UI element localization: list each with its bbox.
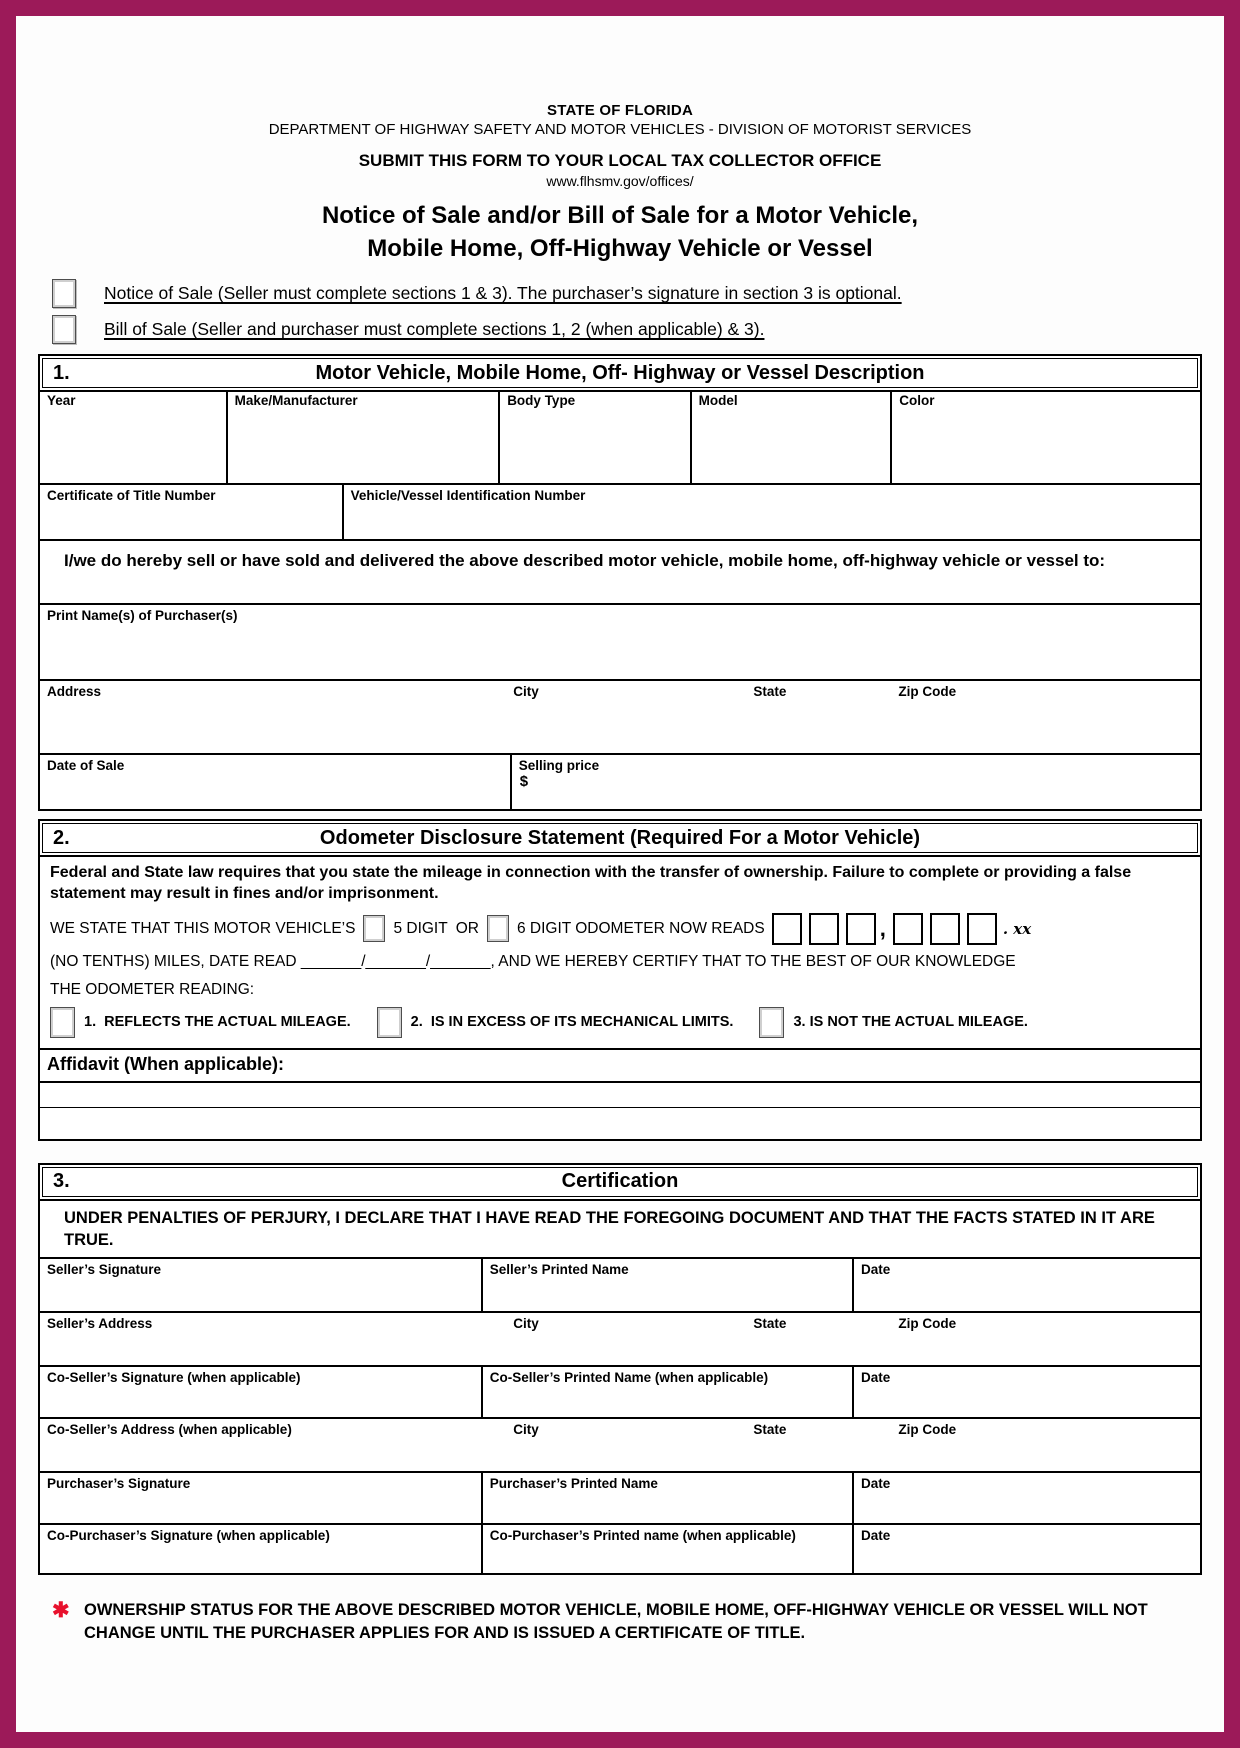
co-seller-date-label: Date <box>860 1370 891 1386</box>
or-label: OR <box>455 919 479 937</box>
section-2-odometer <box>38 819 1202 1141</box>
co-sellers-printed-name-label: Co-Seller’s Printed Name (when applicable) <box>489 1370 769 1386</box>
seller-city-label: City <box>513 1316 539 1332</box>
sellers-address-label: Seller’s Address <box>47 1316 153 1332</box>
section-3-title: Certification <box>561 1170 679 1193</box>
sellers-printed-name-label: Seller’s Printed Name <box>489 1262 629 1278</box>
date-of-sale-field[interactable] <box>40 755 510 809</box>
odometer-digit-box-2[interactable] <box>809 913 839 945</box>
date-price-row <box>40 753 1200 809</box>
sellers-signature-label: Seller’s Signature <box>47 1262 162 1278</box>
year-field[interactable] <box>40 390 226 483</box>
model-label: Model <box>698 393 738 409</box>
red-asterisk-icon: ✱ <box>52 1599 70 1623</box>
affidavit-line-1[interactable] <box>40 1081 1200 1107</box>
co-sellers-signature-field[interactable] <box>40 1367 481 1417</box>
color-field[interactable] <box>890 390 1200 483</box>
sellers-printed-name-field[interactable] <box>481 1259 852 1311</box>
ownership-status-text: OWNERSHIP STATUS FOR THE ABOVE DESCRIBED MOTOR VEHICLE, MOBILE HOME, OFF-HIGHWAY VEHICLE OR VESSEL WILL NOT CHANGE UNTIL THE PURCHASER APPLIES FOR AND IS ISSUED A CERTIFICATE OF TITLE. <box>84 1601 1148 1642</box>
co-seller-signature-row <box>40 1365 1200 1417</box>
seller-signature-row <box>40 1257 1200 1311</box>
notice-of-sale-checkbox[interactable] <box>52 279 76 308</box>
mileage-actual-label: 1. REFLECTS THE ACTUAL MILEAGE. <box>84 1014 351 1031</box>
sellers-address-field[interactable] <box>40 1311 1200 1365</box>
make-label: Make/Manufacturer <box>234 393 358 409</box>
co-purchasers-printed-name-field[interactable] <box>481 1525 852 1573</box>
purchaser-signature-row <box>40 1471 1200 1523</box>
co-purchaser-signature-row <box>40 1523 1200 1573</box>
odometer-decimal-suffix: . xx <box>1002 919 1032 938</box>
6-digit-label: 6 DIGIT ODOMETER NOW READS <box>516 919 765 937</box>
date-read-line[interactable]: (NO TENTHS) MILES, DATE READ _______/_______/_______, AND WE HEREBY CERTIFY THAT TO THE BEST OF OUR KNOWLEDGE <box>50 952 1016 970</box>
dollar-sign: $ <box>519 773 529 791</box>
mileage-not-actual-label: 3. IS NOT THE ACTUAL MILEAGE. <box>793 1014 1028 1031</box>
5-digit-label: 5 DIGIT <box>393 919 448 937</box>
year-label: Year <box>47 393 76 409</box>
purchaser-date-field[interactable] <box>852 1473 1200 1523</box>
section-2-header <box>38 819 1202 857</box>
state-heading: STATE OF FLORIDA <box>547 102 693 119</box>
odometer-statement-line <box>50 913 1190 945</box>
co-purchaser-date-label: Date <box>860 1528 891 1544</box>
co-purchasers-signature-label: Co-Purchaser’s Signature (when applicable) <box>47 1528 330 1544</box>
mileage-actual-checkbox[interactable] <box>50 1007 75 1038</box>
submit-instruction: SUBMIT THIS FORM TO YOUR LOCAL TAX COLLECTOR OFFICE <box>358 151 882 170</box>
model-field[interactable] <box>690 390 891 483</box>
co-seller-zip-label: Zip Code <box>898 1422 957 1438</box>
vehicle-description-row <box>40 390 1200 483</box>
5-digit-checkbox[interactable] <box>363 915 385 942</box>
section-1-vehicle-description <box>38 354 1202 811</box>
co-purchaser-date-field[interactable] <box>852 1525 1200 1573</box>
vin-label: Vehicle/Vessel Identification Number <box>350 488 586 504</box>
title-number-label: Certificate of Title Number <box>47 488 216 504</box>
ownership-status-note <box>52 1599 1172 1644</box>
date-of-sale-label: Date of Sale <box>47 758 125 774</box>
affidavit-label: Affidavit (When applicable): <box>40 1048 1200 1081</box>
form-title <box>38 199 1202 265</box>
form-title-line2: Mobile Home, Off-Highway Vehicle or Vessel <box>367 235 873 263</box>
odometer-digit-box-3[interactable] <box>846 913 876 945</box>
co-purchasers-signature-field[interactable] <box>40 1525 481 1573</box>
title-vin-row <box>40 483 1200 539</box>
selling-price-field[interactable] <box>510 755 1200 809</box>
body-type-label: Body Type <box>507 393 576 409</box>
odometer-digit-box-5[interactable] <box>930 913 960 945</box>
purchasers-printed-name-label: Purchaser’s Printed Name <box>489 1476 658 1492</box>
co-seller-city-label: City <box>513 1422 539 1438</box>
sellers-signature-field[interactable] <box>40 1259 481 1311</box>
section-1-title: Motor Vehicle, Mobile Home, Off- Highway or Vessel Description <box>315 361 925 384</box>
department-heading: DEPARTMENT OF HIGHWAY SAFETY AND MOTOR VEHICLES - DIVISION OF MOTORIST SERVICES <box>268 121 972 138</box>
section-3-header <box>38 1163 1202 1201</box>
co-seller-date-field[interactable] <box>852 1367 1200 1417</box>
co-sellers-address-field[interactable] <box>40 1417 1200 1471</box>
odometer-digit-box-4[interactable] <box>893 913 923 945</box>
seller-date-field[interactable] <box>852 1259 1200 1311</box>
purchaser-address-field[interactable] <box>40 679 1200 753</box>
bill-of-sale-checkbox[interactable] <box>52 315 76 344</box>
body-type-field[interactable] <box>498 390 689 483</box>
co-sellers-address-label: Co-Seller’s Address (when applicable) <box>47 1422 292 1438</box>
notice-of-sale-option <box>52 279 1202 308</box>
section-1-header <box>38 354 1202 392</box>
odometer-legal-text: Federal and State law requires that you state the mileage in connection with the transfer of ownership. Failure to complete or providing a false statement may result in fines and/or imprisonment. <box>50 864 1132 903</box>
purchasers-signature-label: Purchaser’s Signature <box>47 1476 191 1492</box>
odometer-comma: , <box>879 915 886 941</box>
address-label: Address <box>47 684 102 700</box>
make-field[interactable] <box>226 390 499 483</box>
co-purchasers-printed-name-label: Co-Purchaser’s Printed name (when applicable) <box>489 1528 796 1544</box>
state-label: State <box>753 684 787 700</box>
section-3-number: 3. <box>53 1170 70 1193</box>
mileage-excess-checkbox[interactable] <box>377 1007 402 1038</box>
purchaser-name-field[interactable] <box>40 603 1200 679</box>
form-header <box>38 102 1202 265</box>
offices-url: www.flhsmv.gov/offices/ <box>546 173 694 189</box>
form-content <box>16 16 1224 1644</box>
notice-of-sale-label: Notice of Sale (Seller must complete sections 1 & 3). The purchaser’s signature in section 3 is optional. <box>104 283 902 304</box>
purchasers-signature-field[interactable] <box>40 1473 481 1523</box>
vin-field[interactable] <box>342 485 1200 539</box>
zip-label: Zip Code <box>898 684 957 700</box>
purchaser-name-label: Print Name(s) of Purchaser(s) <box>47 608 238 624</box>
form-title-line1: Notice of Sale and/or Bill of Sale for a Motor Vehicle, <box>321 202 919 229</box>
bill-of-sale-label: Bill of Sale (Seller and purchaser must complete sections 1, 2 (when applicable) & 3). <box>104 319 765 340</box>
mileage-excess-label: 2. IS IN EXCESS OF ITS MECHANICAL LIMITS. <box>410 1014 734 1031</box>
co-sellers-signature-label: Co-Seller’s Signature (when applicable) <box>47 1370 301 1386</box>
section-3-certification <box>38 1163 1202 1576</box>
affidavit-line-2[interactable] <box>40 1107 1200 1139</box>
section-1-number: 1. <box>53 361 70 384</box>
odometer-digit-box-1[interactable] <box>772 913 802 945</box>
city-label: City <box>513 684 539 700</box>
odometer-reading-options <box>50 1007 1190 1038</box>
seller-zip-label: Zip Code <box>898 1316 957 1332</box>
title-number-field[interactable] <box>40 485 342 539</box>
color-label: Color <box>899 393 935 409</box>
6-digit-checkbox[interactable] <box>487 915 509 942</box>
purchaser-date-label: Date <box>860 1476 891 1492</box>
selling-price-label: Selling price <box>518 758 600 774</box>
purchasers-printed-name-field[interactable] <box>481 1473 852 1523</box>
form-type-options <box>52 279 1202 344</box>
mileage-not-actual-checkbox[interactable] <box>759 1007 784 1038</box>
seller-date-label: Date <box>860 1262 891 1278</box>
perjury-statement: UNDER PENALTIES OF PERJURY, I DECLARE THAT I HAVE READ THE FOREGOING DOCUMENT AND THAT THE FACTS STATED IN IT ARE TRUE. <box>64 1208 1155 1250</box>
odometer-reading-label: THE ODOMETER READING: <box>50 980 255 998</box>
bill-of-sale-option <box>52 315 1202 344</box>
odometer-digit-box-6[interactable] <box>967 913 997 945</box>
co-sellers-printed-name-field[interactable] <box>481 1367 852 1417</box>
odometer-body <box>40 855 1200 1048</box>
co-seller-state-label: State <box>753 1422 787 1438</box>
section-2-title: Odometer Disclosure Statement (Required For a Motor Vehicle) <box>319 826 921 849</box>
seller-state-label: State <box>753 1316 787 1332</box>
odometer-statement-prefix: WE STATE THAT THIS MOTOR VEHICLE’S <box>50 919 356 937</box>
sale-statement: I/we do hereby sell or have sold and delivered the above described motor vehicle, mobile home, off-highway vehicle or vessel to: <box>40 539 1200 603</box>
section-2-number: 2. <box>53 826 70 849</box>
